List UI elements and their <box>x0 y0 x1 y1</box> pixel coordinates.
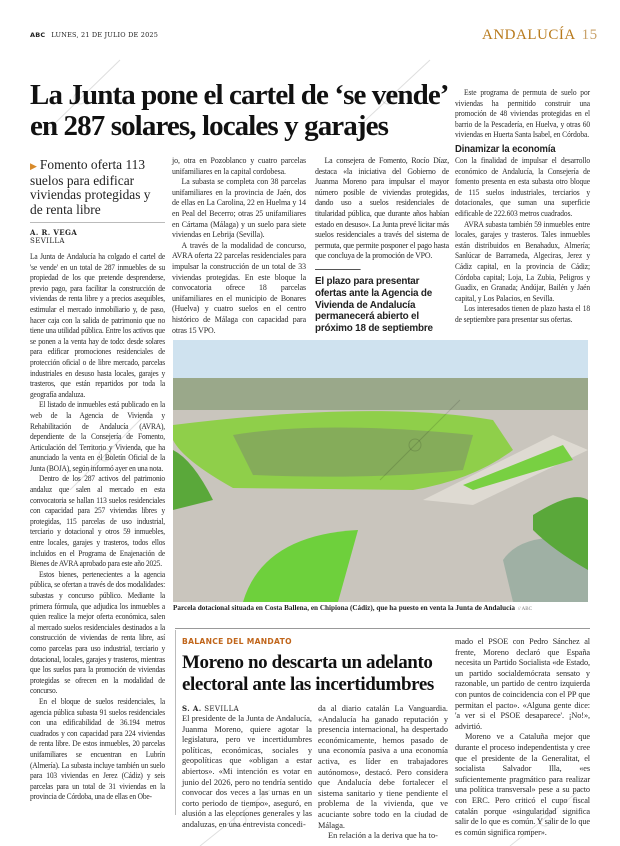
article2-column-3 <box>455 637 590 838</box>
paragraph: La Junta de Andalucía ha colgado el cartel de 'se vende' en un total de 287 inmuebles de su propiedad de los que pretende desprenderse, previo pago, para facilitar la construcción de viviendas de renta libre y a precios asequibles, estimular el mercado inmobiliario y, de paso, hacer caja con la salida de patrimonio que no tiene una utilidad pública. Entre los activos que se ponen a la venta hay de todo: desde solares para edificar promociones residenciales de protección oficial o de libre mercado, parcelas industriales en desuso hasta locales, garajes y trasteros, que están repartidos por toda la geografía andaluza. <box>30 252 165 399</box>
author: A. R. VEGA <box>30 228 78 237</box>
divider <box>30 222 165 223</box>
author: S. A. <box>182 704 202 713</box>
paragraph: AVRA subasta también 59 inmuebles entre locales, garajes y trasteros. Tales inmuebles están distribuidos en Benahadux, Almería; Sanlúcar de Barrameda, Algeciras, Jerez y Cádiz capital, en la provincia de Cádiz; Córdoba capital; Loja, La Zubia, Peligros y Guadix, en Granada; Andújar, Bailén y Jaén capital, y Los Palacios, en Sevilla. <box>455 219 590 303</box>
page-number: 15 <box>581 27 598 43</box>
paragraph: Este programa de permuta de suelo por viviendas ha permitido construir una promoción de 48 viviendas protegidas en el barrio de la Pescadería, en Huelva, y otras 60 viviendas en Huerta Santa Isabel, en Córdoba. <box>455 88 590 140</box>
paragraph: A través de la modalidad de concurso, AVRA oferta 22 parcelas residenciales para impulsar la construcción de un total de 33 viviendas protegidas. En este bloque la convocatoria ofrece 18 parcelas unifamiliares en el municipio de Bonares (Huelva) y cuatro suelos en el centro histórico de Málaga con capacidad para otras 15 VPO. <box>172 240 306 335</box>
pullquote-rule <box>315 269 361 270</box>
paragraph: Estos bienes, pertenecientes a la agencia pública, se ofertan a través de dos modalidades: subastas y concurso público. Mediante la primera fórmula, que adjudica los inmuebles a quien realice la mejor oferta económica, salen al mercado suelos residenciales destinados a la construcción de viviendas de renta libre, así como parcelas para uso industrial, terciario y dotacional, locales, garajes y trasteros, mientras que los suelos para la promoción de viviendas protegidas se ofrecen en la modalidad de concurso. <box>30 569 165 696</box>
paragraph: jo, otra en Pozoblanco y cuatro parcelas unifamiliares en la capital cordobesa. <box>172 156 306 176</box>
paragraph: Dentro de los 287 activos del patrimonio andaluz que salen al mercado en esta convocatoria se hallan 113 suelos residenciales con capacidad para 257 viviendas libres y protegidas, 115 parcelas de uso industrial, terciario y dotacional y otros 59 inmuebles, entre locales, garajes y trasteros, todos ellos incluidos en el Programa de Enajenación de Bienes de AVRA aprobado para este año 2025. <box>30 474 165 569</box>
brand: ABC <box>30 31 46 39</box>
location: SEVILLA <box>30 237 65 245</box>
byline-2 <box>182 704 239 713</box>
aerial-photo <box>173 340 588 602</box>
paragraph: Moreno ve a Cataluña mejor que durante el proceso independentista y cree que el presidente de la Generalitat, el socialista Salvador Illa, «es suficientemente pragmático para realizar una política transversal» pese a su pacto con ERC. Pero criticó el cupo fiscal catalán porque «singularidad significa salir de lo que es común. Y salir de lo que es común significa romper». <box>455 732 590 837</box>
photo-caption <box>173 604 603 615</box>
paragraph: da al diario catalán La Vanguardia. «Andalucía ha ganado reputación y presencia internacional, ha despertado económicamente, hemos pasado de una economía pasiva a una economía activa, es líder en trabajadores autónomos», destacó. Pero considera que Andalucía debe fortalecer el sistema sanitario y tiene pendiente el problema de la vivienda, que ve acuciante sobre todo en la ciudad de Málaga. <box>318 704 448 830</box>
location: SEVILLA <box>204 705 240 713</box>
pullquote: El plazo para presentar ofertas ante la Agencia de Vivienda de Andalucía permanecerá abierto el próximo 18 de septiembre <box>315 275 433 335</box>
paragraph: La subasta se completa con 38 parcelas unifamiliares en la provincia de Jaén, dos de ellas en La Carolina, 22 en Huelma y 14 en Peal del Becerro; otras 25 unifamiliares en Cártama (Málaga) y un suelo para siete viviendas en Lebrija (Sevilla). <box>172 177 306 240</box>
paragraph: El presidente de la Junta de Andalucía, Juanma Moreno, quiere agotar la legislatura, pero ve incertidumbres políticas, económicas, sociales y geopolíticas que «obligan a estar abiertos». «Mi intención es votar en junio del 2026, pero no tendría sentido convocar dos veces a las urnas en un corto periodo de tiempo», aseguró, en alusión a las elecciones generales y las andaluzas, en una entrevista concedi- <box>182 714 312 829</box>
paragraph: En relación a la deriva que ha to- <box>328 831 438 841</box>
article2-column-1 <box>182 714 312 831</box>
subheadline <box>30 158 165 217</box>
sky <box>173 340 588 380</box>
subheadline-text: Fomento oferta 113 suelos para edificar viviendas protegidas y de renta libre <box>30 157 151 217</box>
wet-patch <box>233 428 473 477</box>
paragraph: El listado de inmuebles está publicado en la web de la Agencia de Vivienda y Rehabilitación de Andalucía (AVRA), dependiente de la Consejería de Fomento, Articulación del Territorio y Vivienda, que ha anunciado la venta en el Boletín Oficial de la Junta (BOJA), según informó ayer en una nota. <box>30 400 165 473</box>
headline-2: Moreno no descarta un adelanto electoral ante las incertidumbres <box>182 652 434 695</box>
paragraph: Los interesados tienen de plazo hasta el 18 de septiembre para presentar sus ofertas. <box>455 304 590 324</box>
box-border <box>175 630 176 815</box>
article-column-4 <box>455 88 590 325</box>
paragraph: La consejera de Fomento, Rocío Díaz, destaca «la iniciativa del Gobierno de Juanma Moreno para impulsar el mayor número posible de viviendas protegidas, dando uso a suelos residenciales de titularidad pública, que durante años habían estado en desuso». La Junta prevé licitar más suelos residenciales a través del sistema de permuta, que permite posponer el pago hasta que concluya de la promoción de VPO. <box>315 156 449 261</box>
paragraph: Con la finalidad de impulsar el desarrollo económico de Andalucía, la Consejería de fomento presenta en esta subasta otro bloque de 115 suelos industriales, terciarios y dotacionales, que suman una superficie edificable de 222.603 metros cuadrados. <box>455 155 590 218</box>
article-column-3 <box>315 156 449 335</box>
date: LUNES, 21 DE JULIO DE 2025 <box>51 31 159 39</box>
article2-column-2 <box>318 704 448 842</box>
photo-credit: // ABC <box>517 607 532 612</box>
article-column-2 <box>172 156 306 336</box>
bullet-triangle-icon: ▶ <box>30 161 37 171</box>
byline <box>30 228 77 245</box>
section-header <box>482 27 598 44</box>
paragraph: mado el PSOE con Pedro Sánchez al frente, Moreno declaró que España necesita un Partido Socialista «de Estado, un partido socialdemócrata sensato y razonable, un partido de centro izquierda con puntos de coincidencia con el PP que permitan el pacto». «Alguna gente dice: 'a ver si el PSOE desaparece'. ¡No!», advirtió. <box>455 637 590 731</box>
caption-text: Parcela dotacional situada en Costa Ballena, en Chipiona (Cádiz), que ha puesto en venta la Junta de Andalucía <box>173 604 515 612</box>
article-column-1 <box>30 252 165 803</box>
subhead: Dinamizar la economía <box>455 142 556 155</box>
section-name: ANDALUCÍA <box>482 27 576 43</box>
page-header-left <box>30 31 158 39</box>
paragraph: En el bloque de suelos residenciales, la agencia pública subasta 91 suelos residenciales con una edificabilidad de 36.194 metros cuadrados y con capacidad para 224 viviendas de renta libre. De estos inmuebles, 20 parcelas unifamiliares se encuentran en Lubrín (Almería). La subasta incluye también un suelo para 103 viviendas en Jerez (Cádiz) y seis parcelas para un total de 31 viviendas en la provincia de Córdoba, una de ellas en Obe- <box>30 696 165 802</box>
headline: La Junta pone el cartel de ‘se vende’ en 287 solares, locales y garajes <box>30 79 447 142</box>
section-divider <box>175 628 590 629</box>
kicker: BALANCE DEL MANDATO <box>182 637 292 646</box>
